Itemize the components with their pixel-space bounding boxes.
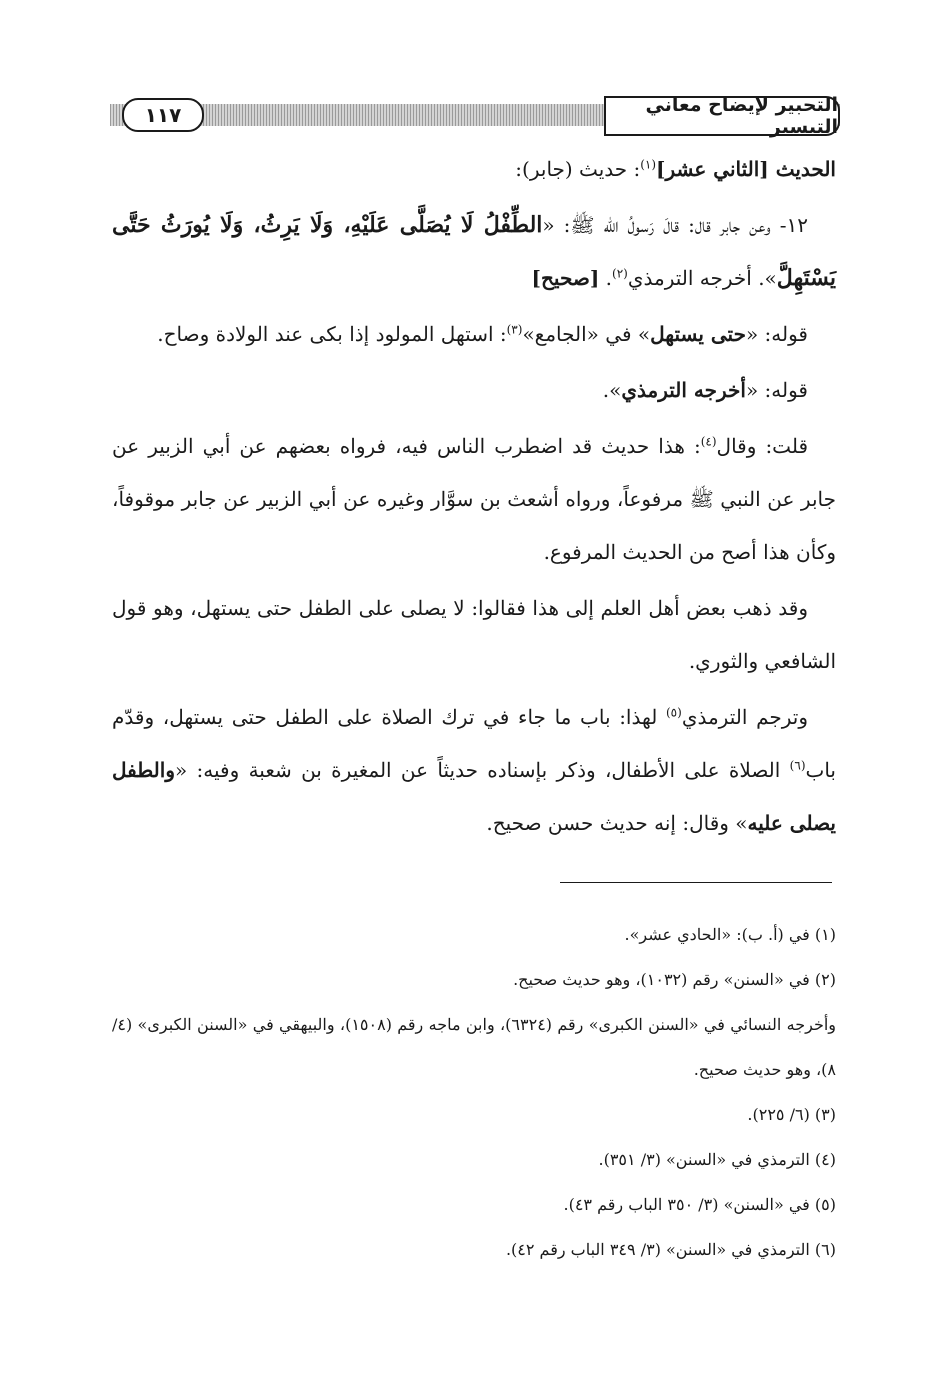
main-text (112, 143, 836, 853)
footnotes (112, 912, 836, 1272)
footnote-ref: (٣) (506, 322, 523, 337)
footnote: وأخرجه النسائي في «السنن الكبرى» رقم (٦٣٢٤)، وابن ماجه رقم (١٥٠٨)، والبيهقي في «السنن الكبرى» (٤/ ٨)، وهو حديث صحيح. (112, 1015, 837, 1079)
commentary-paragraph: قوله: «أخرجه الترمذي». (602, 378, 808, 402)
footnote-ref: (٥) (665, 705, 682, 720)
book-title: التحبير لإيضاح معاني التيسير (604, 96, 840, 136)
commentary-paragraph: قلت: وقال$^{(٤)}$: هذا حديث قد اضطرب الناس فيه، فرواه بعضهم عن أبي الزبير عن جابر عن النبي ﷺ مرفوعاً، ورواه أشعث بن سوَّار وغيره عن أبي الزبير عن جابر موقوفاً، وكأن هذا أصح من الحديث المرفوع. (112, 434, 836, 564)
footnote-divider (560, 882, 832, 883)
commentary-paragraph: وترجم الترمذي$^{(٥)}$ لهذا: باب ما جاء في ترك الصلاة على الطفل حتى يستهل، وقدّم باب$^{(٦)}$ الصلاة على الأطفال، وذكر بإسناده حديثاً عن المغيرة بن شعبة وفيه: «والطفل يصلى عليه» وقال: إنه حديث حسن صحيح. (112, 705, 836, 835)
hadith-text: الطِّفْلُ لَا يُصَلَّى عَلَيْهِ، وَلَا يَرِثُ، وَلَا يُورَثُ حَتَّى يَسْتَهِلَّ (112, 212, 836, 291)
footnote-ref: (٦) (789, 758, 806, 773)
hadith-paragraph: ١٢- وعن جابر قال: قالَ رَسولُ الله ﷺ: «الطِّفْلُ لَا يُصَلَّى عَلَيْهِ، وَلَا يَرِثُ، وَلَا يُورَثُ حَتَّى يَسْتَهِلَّ». أخرجه الترمذي$^{(٢)}$. [صحيح] (112, 212, 836, 291)
section-heading: الحديث [الثاني عشر]$^{(١)}$: حديث (جابر): (515, 157, 836, 181)
footnote: (٤) الترمذي في «السنن» (٣/ ٣٥١). (598, 1150, 836, 1169)
commentary-paragraph: وقد ذهب بعض أهل العلم إلى هذا فقالوا: لا يصلى على الطفل حتى يستهل، وهو قول الشافعي والثوري. (112, 596, 836, 673)
commentary-paragraph: قوله: «حتى يستهل» في «الجامع»$^{(٣)}$: استهل المولود إذا بكى عند الولادة وصاح. (157, 322, 808, 346)
footnote: (١) في (أ. ب): «الحادي عشر». (624, 925, 836, 944)
footnote: (٥) في «السنن» (٣/ ٣٥٠ الباب رقم ٤٣). (563, 1195, 836, 1214)
page-number: ١١٧ (122, 98, 204, 132)
footnote: (٢) في «السنن» رقم (١٠٣٢)، وهو حديث صحيح. (513, 970, 836, 989)
footnote: (٦) الترمذي في «السنن» (٣/ ٣٤٩ الباب رقم ٤٢). (505, 1240, 836, 1259)
grade-label: [صحيح] (531, 266, 600, 290)
footnote-ref: (٢) (612, 266, 628, 281)
running-header (110, 96, 840, 140)
footnote-ref: (٤) (700, 434, 717, 449)
footnote-ref: (١) (640, 157, 657, 172)
footnote: (٣) (٦/ ٢٢٥). (747, 1105, 836, 1124)
